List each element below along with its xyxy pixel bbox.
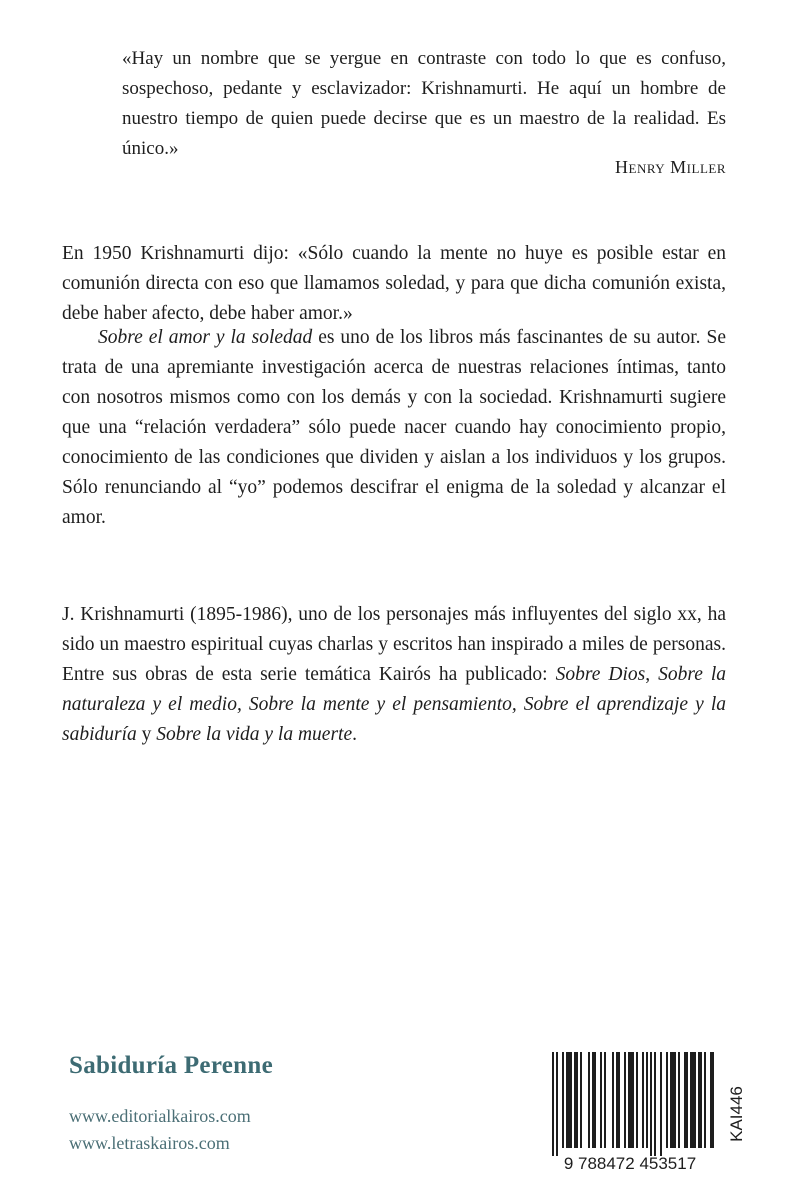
barcode-bar [660, 1052, 662, 1156]
barcode-bar [636, 1052, 638, 1148]
barcode-bar [628, 1052, 634, 1148]
barcode-bar [678, 1052, 680, 1148]
barcode-bar [642, 1052, 644, 1148]
bio-text: J. Krishnamurti (1895-1986), uno de los personajes más influyentes del siglo xx, ha sido un maestro espiritual cuyas charlas y escritos han inspirado a miles de personas. Entre sus obras de esta serie temática Kairós ha publicado: [62, 604, 726, 685]
barcode-bar [690, 1052, 696, 1148]
barcode-bar [556, 1052, 558, 1156]
related-book-3: Sobre la vida y la muerte [156, 724, 353, 745]
barcode-bar [566, 1052, 572, 1148]
barcode-bar [592, 1052, 596, 1148]
barcode-bar [670, 1052, 676, 1148]
website-link-2[interactable]: www.letraskairos.com [69, 1133, 230, 1153]
quote-text: «Hay un nombre que se yergue en contraste con todo lo que es confuso, sospechoso, pedante y esclavizador: Krishnamurti. He aquí un hombre de nuestro tiempo de quien puede decirse que es un maestro de la realidad. Es único.» [122, 48, 726, 159]
website-link-1[interactable]: www.editorialkairos.com [69, 1106, 251, 1126]
paragraph-author-bio [62, 600, 726, 750]
book-description-text: es uno de los libros más fascinantes de su autor. Se trata de una apremiante investigación acerca de nuestras relaciones íntimas, tanto con nosotros mismos como con los demás y con la sociedad. Krishnamurti sugiere que una “relación verdadera” sólo puede nacer cuando hay conocimiento propio, conocimiento de las condiciones que dividen y aislan a los individuos y los grupos. Sólo renunciando al “yo” podemos descifrar el enigma de la soledad y alcanzar el amor. [62, 327, 726, 528]
barcode-bar [616, 1052, 620, 1148]
barcode-bar [612, 1052, 614, 1148]
paragraph-book-description [62, 323, 726, 533]
barcode-bar [562, 1052, 564, 1148]
related-books-2: Sobre la naturaleza y el medio, Sobre la mente y el pensamiento, Sobre el aprendizaje y la sabiduría [62, 664, 727, 745]
barcode-bar [624, 1052, 626, 1148]
related-book-1: Sobre Dios [555, 664, 646, 685]
barcode-bar [650, 1052, 652, 1156]
barcode-bar [666, 1052, 668, 1148]
series-name: Sabiduría Perenne [69, 1052, 273, 1079]
barcode-bars [552, 1052, 719, 1156]
quote-author: Henry Miller [615, 157, 726, 177]
barcode-code [724, 1066, 750, 1162]
barcode-bar [552, 1052, 554, 1156]
barcode-bar [574, 1052, 578, 1148]
barcode-bar [710, 1052, 714, 1148]
barcode-bar [698, 1052, 702, 1148]
barcode-bar [580, 1052, 582, 1148]
barcode-digits: 9 788472 453517 [563, 1154, 697, 1172]
book-title: Sobre el amor y la soledad [98, 327, 313, 348]
separator: y [136, 724, 157, 745]
paragraph-intro: En 1950 Krishnamurti dijo: «Sólo cuando la mente no huye es posible estar en comunión directa con eso que llamamos soledad, y para que dicha comunión exista, debe haber afecto, debe haber amor.» [62, 243, 726, 324]
barcode-bar [646, 1052, 648, 1148]
barcode-bar [704, 1052, 706, 1148]
barcode-bar [600, 1052, 602, 1148]
barcode-bar [604, 1052, 606, 1148]
barcode-bar [654, 1052, 656, 1156]
product-code: KAI446 [727, 1086, 746, 1142]
isbn-barcode [538, 1052, 719, 1172]
barcode-bar [588, 1052, 590, 1148]
separator: , [645, 664, 659, 685]
period: . [352, 724, 357, 745]
barcode-bar [684, 1052, 688, 1148]
